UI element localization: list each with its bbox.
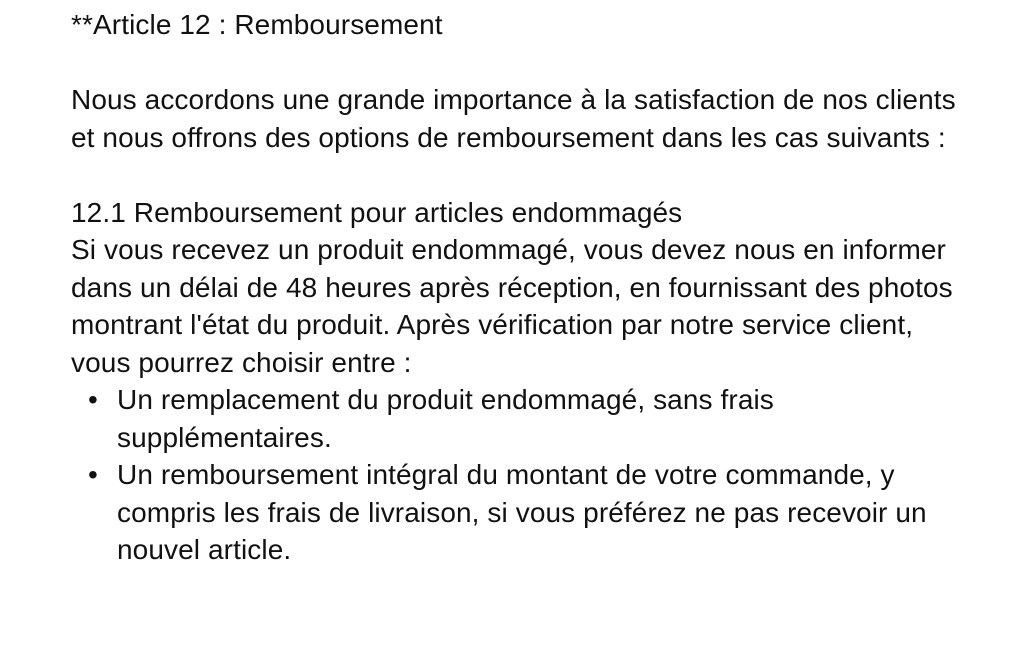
section-paragraph: Si vous recevez un produit endommagé, vous devez nous en informer dans un délai de 48 heures après réception, en fournissant des photos montrant l'état du produit. Après vérification par notre service client, vous pourrez choisir entre : — [71, 234, 953, 378]
list-item — [71, 381, 971, 456]
spacer — [71, 44, 971, 82]
list-item — [71, 456, 971, 569]
refund-options-list — [71, 381, 971, 569]
article-title: **Article 12 : Remboursement — [71, 9, 443, 40]
bullet-icon: • — [88, 459, 98, 490]
spacer — [71, 156, 971, 194]
list-item-text: Un remplacement du produit endommagé, sans frais supplémentaires. — [117, 384, 774, 453]
article-content — [71, 6, 971, 569]
section-heading: 12.1 Remboursement pour articles endommagés — [71, 196, 683, 228]
list-item-text: Un remboursement intégral du montant de votre commande, y compris les frais de livraison, si vous préférez ne pas recevoir un nouvel article. — [117, 459, 927, 565]
intro-paragraph: Nous accordons une grande importance à la satisfaction de nos clients et nous offrons des options de remboursement dans les cas suivants : — [71, 84, 956, 153]
bullet-icon: • — [88, 384, 98, 415]
